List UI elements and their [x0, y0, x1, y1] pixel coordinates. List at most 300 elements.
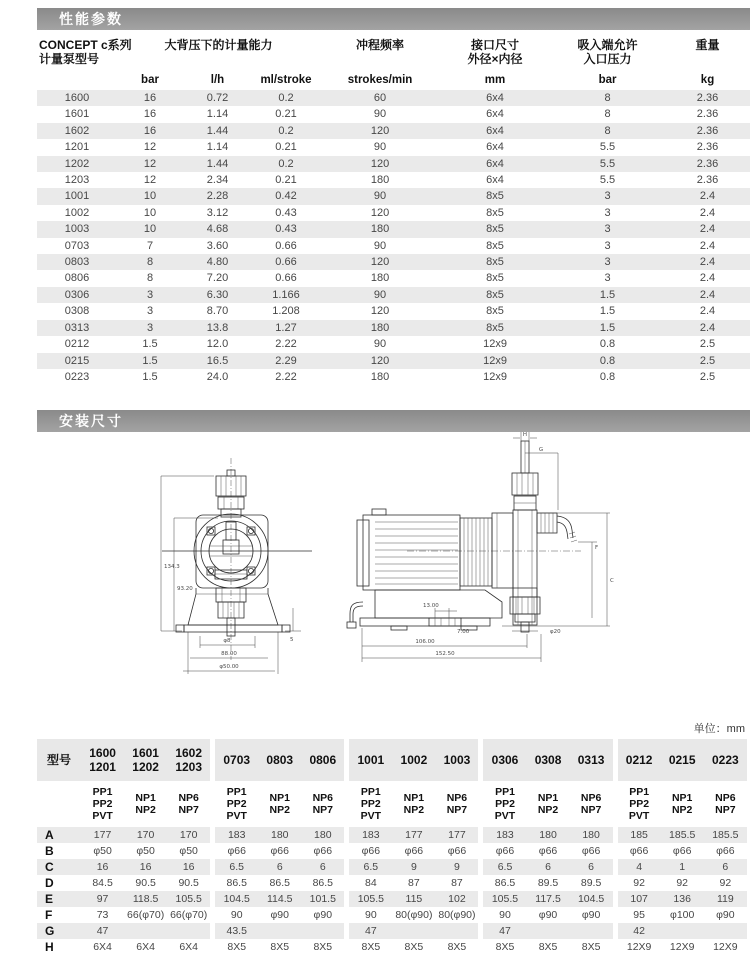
dimension-value-cell: 114.5	[258, 891, 301, 907]
dimension-value-cell: φ50	[136, 845, 155, 857]
dimension-value-cell: φ66	[404, 845, 424, 857]
performance-value-cell: 2.36	[665, 156, 750, 172]
performance-model-cell: 0223	[64, 370, 90, 383]
performance-row	[37, 336, 750, 352]
dimension-value-cell	[527, 923, 570, 939]
dimension-value-cell: 104.5	[570, 891, 613, 907]
dim-label-side-h: H	[522, 432, 528, 438]
side-lower-housing	[360, 590, 502, 630]
performance-table	[37, 36, 750, 385]
performance-value-cell: 10	[117, 221, 183, 237]
dimension-value-cell: 8X5	[495, 941, 515, 953]
dimension-value-cell: 80(φ90)	[395, 909, 433, 921]
dimension-value-cell	[301, 923, 344, 939]
performance-value-cell: 2.22	[275, 370, 297, 383]
model-header-cell: 0308	[527, 739, 570, 781]
dimension-value-cell: 6	[704, 859, 747, 875]
performance-value-cell: 8	[604, 108, 611, 121]
dimension-value-cell: 183	[215, 827, 258, 843]
performance-model-cell: 0803	[37, 254, 117, 270]
performance-value-cell: 8x5	[486, 272, 504, 285]
performance-value-cell: 8	[550, 90, 665, 106]
dimension-value-cell: 185.5	[661, 827, 704, 843]
col-header-port-size: 接口尺寸 外径×内径	[467, 38, 523, 66]
performance-value-cell: 120	[320, 156, 440, 172]
dimension-value-cell: 136	[661, 891, 704, 907]
side-top-fitting	[512, 441, 538, 510]
performance-value-cell: 90	[373, 239, 387, 252]
performance-value-cell: 2.5	[699, 370, 716, 383]
dimension-value-cell: 16	[81, 859, 124, 875]
dimensions-row	[37, 843, 747, 859]
performance-model-cell: 0306	[37, 287, 117, 303]
performance-value-cell: 8x5	[440, 254, 550, 270]
material-header-cell: PP1 PP2 PVT	[349, 781, 392, 827]
dimension-value-cell: φ66	[716, 845, 735, 857]
performance-value-cell: 0.2	[252, 123, 320, 139]
dimension-value-cell: 89.5	[580, 877, 602, 889]
performance-value-cell: 8x5	[440, 287, 550, 303]
dimension-value-cell: 9	[392, 859, 435, 875]
performance-value-cell: 2.4	[665, 320, 750, 336]
performance-value-cell: 12	[143, 141, 157, 154]
dimension-value-cell: 183	[483, 827, 526, 843]
performance-value-cell: 180	[370, 370, 390, 383]
col-header-model: CONCEPT c系列 计量泵型号	[39, 38, 132, 66]
side-motor	[357, 509, 460, 590]
material-header-cell: NP6 NP7	[570, 781, 613, 827]
dimension-row-label: E	[37, 891, 81, 907]
pump-side-view-drawing	[345, 430, 635, 692]
unit-bar: bar	[141, 74, 159, 86]
dimension-value-cell: 177	[392, 827, 435, 843]
performance-value-cell: 90	[320, 188, 440, 204]
dimension-value-cell: φ90	[581, 909, 601, 921]
performance-value-cell: 1.5	[550, 320, 665, 336]
performance-value-cell: 3	[604, 272, 611, 285]
section-header-performance	[37, 8, 750, 30]
performance-value-cell: 6x4	[440, 156, 550, 172]
performance-model-cell: 0215	[37, 353, 117, 369]
dimension-value-cell: 177	[435, 827, 478, 843]
dimension-value-cell: 4	[618, 859, 661, 875]
dimension-value-cell: 90	[365, 909, 377, 921]
dimension-value-cell: 42	[618, 923, 661, 939]
dimensions-row	[37, 827, 747, 843]
dimension-value-cell: φ90	[716, 909, 735, 921]
dimension-value-cell: 97	[81, 891, 124, 907]
performance-value-cell: 2.4	[665, 188, 750, 204]
material-header-cell: NP1 NP2	[392, 781, 435, 827]
dimension-value-cell: 6.5	[483, 859, 526, 875]
front-centerlines	[162, 458, 312, 660]
dimension-value-cell: 102	[435, 891, 478, 907]
performance-model-cell: 1201	[64, 141, 90, 154]
performance-row	[37, 123, 750, 139]
dimension-value-cell: 180	[527, 827, 570, 843]
dimension-value-cell: 80(φ90)	[438, 909, 476, 921]
performance-value-cell: 2.28	[183, 188, 252, 204]
performance-value-cell: 3	[604, 239, 611, 252]
dimension-value-cell: 170	[124, 827, 167, 843]
dimensions-table	[37, 739, 747, 955]
dimensions-table-body	[37, 827, 747, 955]
dim-label-front-base-offset: 5	[290, 637, 294, 643]
performance-row	[37, 205, 750, 221]
performance-value-cell: 2.4	[699, 239, 716, 252]
performance-value-cell: 3	[604, 206, 611, 219]
performance-value-cell: 1.208	[272, 305, 300, 318]
performance-value-cell: 7.20	[206, 272, 229, 285]
dimension-value-cell	[704, 923, 747, 939]
dimension-value-cell: 73	[96, 909, 109, 921]
performance-value-cell: 12.0	[206, 338, 229, 351]
performance-model-cell: 1203	[64, 174, 90, 187]
dimension-value-cell: 66(φ70)	[170, 909, 208, 921]
section-title-performance: 性能参数	[59, 11, 123, 27]
performance-value-cell: 8x5	[486, 239, 504, 252]
dimension-value-cell: φ90	[538, 909, 558, 921]
dimension-value-cell: 16	[124, 859, 167, 875]
performance-value-cell: 12x9	[440, 353, 550, 369]
dimensions-material-row	[37, 781, 747, 827]
performance-value-cell: 0.66	[275, 272, 297, 285]
dimensions-row	[37, 907, 747, 923]
performance-value-cell: 0.43	[275, 206, 297, 219]
dimension-value-cell: φ66	[361, 845, 381, 857]
dimension-value-cell: φ66	[447, 845, 467, 857]
performance-value-cell: 0.66	[252, 254, 320, 270]
performance-value-cell: 3	[550, 254, 665, 270]
dim-label-side-length-full: 152.50	[435, 651, 455, 657]
unit-mlstroke: ml/stroke	[260, 74, 312, 86]
dimension-value-cell: 107	[618, 891, 661, 907]
dimension-value-cell: 6	[301, 859, 344, 875]
material-header-cell: PP1 PP2 PVT	[81, 781, 124, 827]
dimension-value-cell: φ66	[495, 845, 515, 857]
performance-value-cell: 3.60	[206, 239, 229, 252]
dimension-value-cell: 47	[81, 923, 124, 939]
dimension-value-cell: 105.5	[483, 891, 526, 907]
performance-value-cell: 0.21	[275, 108, 297, 121]
side-bottom-fitting	[510, 588, 540, 632]
dimensions-row	[37, 923, 747, 939]
performance-value-cell: 2.22	[275, 338, 297, 351]
performance-value-cell: 5.5	[599, 141, 616, 154]
performance-value-cell: 120	[370, 206, 390, 219]
dimension-value-cell: φ66	[672, 845, 692, 857]
performance-model-cell: 1202	[37, 156, 117, 172]
performance-value-cell: 6x4	[440, 90, 550, 106]
model-header-cell: 0803	[258, 739, 301, 781]
performance-value-cell: 0.43	[252, 221, 320, 237]
performance-value-cell: 8x5	[486, 206, 504, 219]
dim-label-front-height-a: 134.3	[164, 564, 180, 570]
dim-label-front-width-full: φ50.00	[219, 664, 239, 670]
material-header-cell: NP6 NP7	[301, 781, 344, 827]
performance-model-cell: 0313	[37, 320, 117, 336]
performance-model-cell: 0703	[64, 239, 90, 252]
performance-value-cell: 16	[143, 108, 157, 121]
dimension-value-cell: 183	[349, 827, 392, 843]
performance-value-cell: 12x9	[483, 338, 507, 351]
dimension-value-cell: φ90	[270, 909, 289, 921]
dimension-value-cell: 180	[301, 827, 344, 843]
performance-model-cell: 0308	[64, 305, 90, 318]
pump-front-view-drawing	[138, 450, 353, 708]
dimension-value-cell: 87	[408, 877, 420, 889]
performance-model-cell: 1001	[37, 188, 117, 204]
dimensions-row	[37, 859, 747, 875]
performance-value-cell: 0.72	[183, 90, 252, 106]
unit-note: 单位：mm	[693, 723, 745, 735]
dimension-value-cell	[167, 923, 210, 939]
dimension-value-cell: 119	[704, 891, 747, 907]
performance-value-cell: 1.5	[550, 287, 665, 303]
model-header-cell: 1001	[349, 739, 392, 781]
model-header-cell: 1003	[435, 739, 478, 781]
dim-label-side-hole-pitch: 13.00	[423, 603, 439, 609]
material-header-cell: NP1 NP2	[661, 781, 704, 827]
dimension-value-cell: 180	[258, 827, 301, 843]
dimensions-table-header	[37, 739, 747, 827]
model-header-cell: 1002	[392, 739, 435, 781]
dimension-value-cell: 12X9	[669, 941, 695, 953]
performance-row	[37, 303, 750, 319]
dimension-value-cell: 115	[392, 891, 435, 907]
performance-value-cell: 2.5	[699, 338, 716, 351]
dimension-value-cell: 105.5	[167, 891, 210, 907]
side-adjust-knob	[537, 513, 577, 542]
performance-value-cell: 3	[117, 287, 183, 303]
performance-value-cell: 0.21	[275, 174, 297, 187]
dim-label-side-hole-dia: 7.00	[457, 629, 470, 635]
performance-value-cell: 16.5	[183, 353, 252, 369]
performance-value-cell: 2.36	[665, 90, 750, 106]
dimension-row-label: A	[37, 827, 81, 843]
performance-row	[37, 287, 750, 303]
performance-value-cell: 6.30	[183, 287, 252, 303]
performance-row	[37, 221, 750, 237]
model-header-cell: 1601 1202	[124, 739, 167, 781]
performance-value-cell: 1.5	[142, 338, 158, 351]
performance-value-cell: 8x5	[440, 188, 550, 204]
dim-label-side-f: F	[595, 545, 599, 551]
side-bellows	[460, 518, 492, 586]
performance-value-cell: 7	[146, 239, 154, 252]
performance-value-cell: 0.21	[275, 141, 297, 154]
performance-value-cell: 10	[117, 188, 183, 204]
material-blank	[37, 781, 81, 827]
performance-value-cell: 5.5	[550, 156, 665, 172]
dimension-value-cell	[124, 923, 167, 939]
performance-value-cell: 2.4	[699, 272, 716, 285]
dimension-value-cell: 95	[633, 909, 645, 921]
model-header-cell: 0703	[215, 739, 258, 781]
performance-value-cell: 2.29	[252, 353, 320, 369]
performance-row	[37, 254, 750, 270]
performance-value-cell: 1.5	[142, 370, 158, 383]
dimension-value-cell: φ66	[227, 845, 246, 857]
performance-value-cell: 2.34	[206, 174, 229, 187]
dimension-value-cell: 6.5	[349, 859, 392, 875]
dimension-value-cell: 43.5	[215, 923, 258, 939]
performance-row	[37, 106, 750, 122]
dimension-value-cell: φ66	[538, 845, 558, 857]
performance-value-cell: 120	[370, 305, 390, 318]
dimension-row-label: D	[45, 876, 54, 890]
performance-row	[37, 188, 750, 204]
col-header-suction-pressure: 吸入端允许 入口压力	[577, 38, 638, 66]
performance-value-cell: 6x4	[486, 141, 504, 154]
dimensions-row	[37, 875, 747, 891]
performance-value-cell: 2.4	[699, 206, 716, 219]
performance-value-cell: 8x5	[440, 221, 550, 237]
dimension-value-cell: φ66	[270, 845, 289, 857]
dimension-value-cell: φ50	[179, 845, 198, 857]
dimension-value-cell: 170	[167, 827, 210, 843]
material-header-cell: PP1 PP2 PVT	[215, 781, 258, 827]
performance-value-cell: 0.8	[599, 370, 616, 383]
performance-model-cell: 1002	[64, 206, 90, 219]
col-header-capacity: 大背压下的计量能力	[164, 38, 273, 52]
dimension-value-cell: φ90	[313, 909, 333, 921]
dimension-value-cell: 8X5	[270, 941, 290, 953]
performance-value-cell: 2.36	[696, 141, 719, 154]
material-header-cell: NP1 NP2	[124, 781, 167, 827]
performance-value-cell: 1.44	[183, 156, 252, 172]
performance-model-cell: 0806	[64, 272, 90, 285]
performance-model-cell: 1003	[37, 221, 117, 237]
dimension-value-cell: 6	[527, 859, 570, 875]
dimension-value-cell: 47	[349, 923, 392, 939]
performance-value-cell: 2.4	[665, 254, 750, 270]
dim-label-side-length-mid: 106.00	[415, 639, 435, 645]
performance-value-cell: 180	[320, 221, 440, 237]
dim-label-front-height-b: 93.20	[177, 586, 193, 592]
material-header-cell: NP1 NP2	[258, 781, 301, 827]
dimension-value-cell: 9	[435, 859, 478, 875]
section-header-dimensions	[37, 410, 750, 432]
performance-value-cell: 2.4	[665, 287, 750, 303]
performance-value-cell: 2.36	[696, 108, 719, 121]
performance-value-cell: 3	[117, 320, 183, 336]
performance-model-cell: 0212	[64, 338, 90, 351]
performance-value-cell: 8	[117, 254, 183, 270]
dimension-value-cell: 89.5	[537, 877, 559, 889]
performance-value-cell: 1.5	[117, 353, 183, 369]
dimension-value-cell: 86.5	[226, 877, 247, 889]
performance-value-cell: 120	[320, 123, 440, 139]
dimension-value-cell: 6	[258, 859, 301, 875]
dimension-value-cell: 12X9	[626, 941, 652, 953]
model-header-cell: 0215	[661, 739, 704, 781]
performance-value-cell: 90	[373, 108, 387, 121]
performance-model-cell: 1602	[37, 123, 117, 139]
performance-value-cell: 0.8	[550, 353, 665, 369]
dimension-value-cell: 86.5	[312, 877, 334, 889]
performance-table-body	[37, 90, 750, 385]
performance-value-cell: 16	[117, 123, 183, 139]
dimension-value-cell: 87	[451, 877, 463, 889]
dimension-value-cell: 8X5	[404, 941, 424, 953]
performance-value-cell: 2.5	[665, 353, 750, 369]
dimension-value-cell	[661, 923, 704, 939]
performance-row	[37, 353, 750, 369]
performance-value-cell: 12	[143, 174, 157, 187]
dimension-value-cell: 8X5	[227, 941, 247, 953]
performance-value-cell: 2.36	[665, 123, 750, 139]
performance-value-cell: 120	[320, 254, 440, 270]
performance-value-cell: 12	[117, 156, 183, 172]
dimension-value-cell	[570, 923, 613, 939]
dimension-value-cell: φ66	[313, 845, 333, 857]
dimension-value-cell: 101.5	[301, 891, 344, 907]
dim-label-side-g: G	[538, 447, 544, 453]
unit-kg: kg	[700, 74, 715, 86]
performance-value-cell: 8x5	[486, 305, 504, 318]
performance-row	[37, 238, 750, 254]
dimension-value-cell: φ66	[629, 845, 649, 857]
dimensions-row	[37, 939, 747, 955]
performance-value-cell: 3	[550, 221, 665, 237]
section-title-dimensions: 安装尺寸	[59, 413, 123, 429]
dimension-value-cell: 105.5	[349, 891, 392, 907]
dimension-value-cell: 104.5	[215, 891, 258, 907]
unit-bar2: bar	[598, 74, 617, 86]
performance-row	[37, 172, 750, 188]
performance-value-cell: 1.27	[252, 320, 320, 336]
dimension-row-label: G	[37, 923, 81, 939]
dimension-value-cell	[392, 923, 435, 939]
performance-row	[37, 156, 750, 172]
dim-label-front-width-small: φ8	[223, 638, 231, 644]
dimension-row-label: F	[45, 908, 53, 922]
performance-value-cell: 24.0	[206, 370, 229, 383]
performance-value-cell: 0.8	[599, 338, 616, 351]
performance-value-cell: 3	[550, 188, 665, 204]
dimension-value-cell: 6.5	[215, 859, 258, 875]
performance-value-cell: 3.12	[206, 206, 229, 219]
performance-value-cell: 8.70	[206, 305, 229, 318]
dimension-value-cell: 118.5	[124, 891, 167, 907]
performance-value-cell: 0.66	[275, 239, 297, 252]
dimension-value-cell: 92	[719, 877, 732, 889]
performance-value-cell: 13.8	[183, 320, 252, 336]
dimension-value-cell: φ100	[670, 909, 695, 921]
dimension-value-cell: 84.5	[92, 877, 113, 889]
dimension-value-cell: 90.5	[178, 877, 199, 889]
dimension-value-cell: 117.5	[527, 891, 570, 907]
model-header-cell: 0306	[483, 739, 526, 781]
dimension-value-cell: 86.5	[494, 877, 516, 889]
performance-value-cell: 1.14	[206, 108, 229, 121]
performance-value-cell: 10	[143, 206, 157, 219]
model-header-cell: 0313	[570, 739, 613, 781]
dimensions-model-row	[37, 739, 747, 781]
performance-value-cell: 1.44	[183, 123, 252, 139]
performance-row	[37, 320, 750, 336]
performance-model-cell: 1600	[37, 90, 117, 106]
performance-value-cell: 90	[373, 338, 387, 351]
dimension-value-cell: 90	[230, 909, 243, 921]
unit-blank	[37, 72, 117, 90]
dimension-value-cell: 6X4	[93, 941, 112, 953]
performance-value-cell: 180	[320, 320, 440, 336]
performance-value-cell: 8	[550, 123, 665, 139]
material-header-cell: NP6 NP7	[704, 781, 747, 827]
dimension-row-label: H	[45, 940, 54, 954]
